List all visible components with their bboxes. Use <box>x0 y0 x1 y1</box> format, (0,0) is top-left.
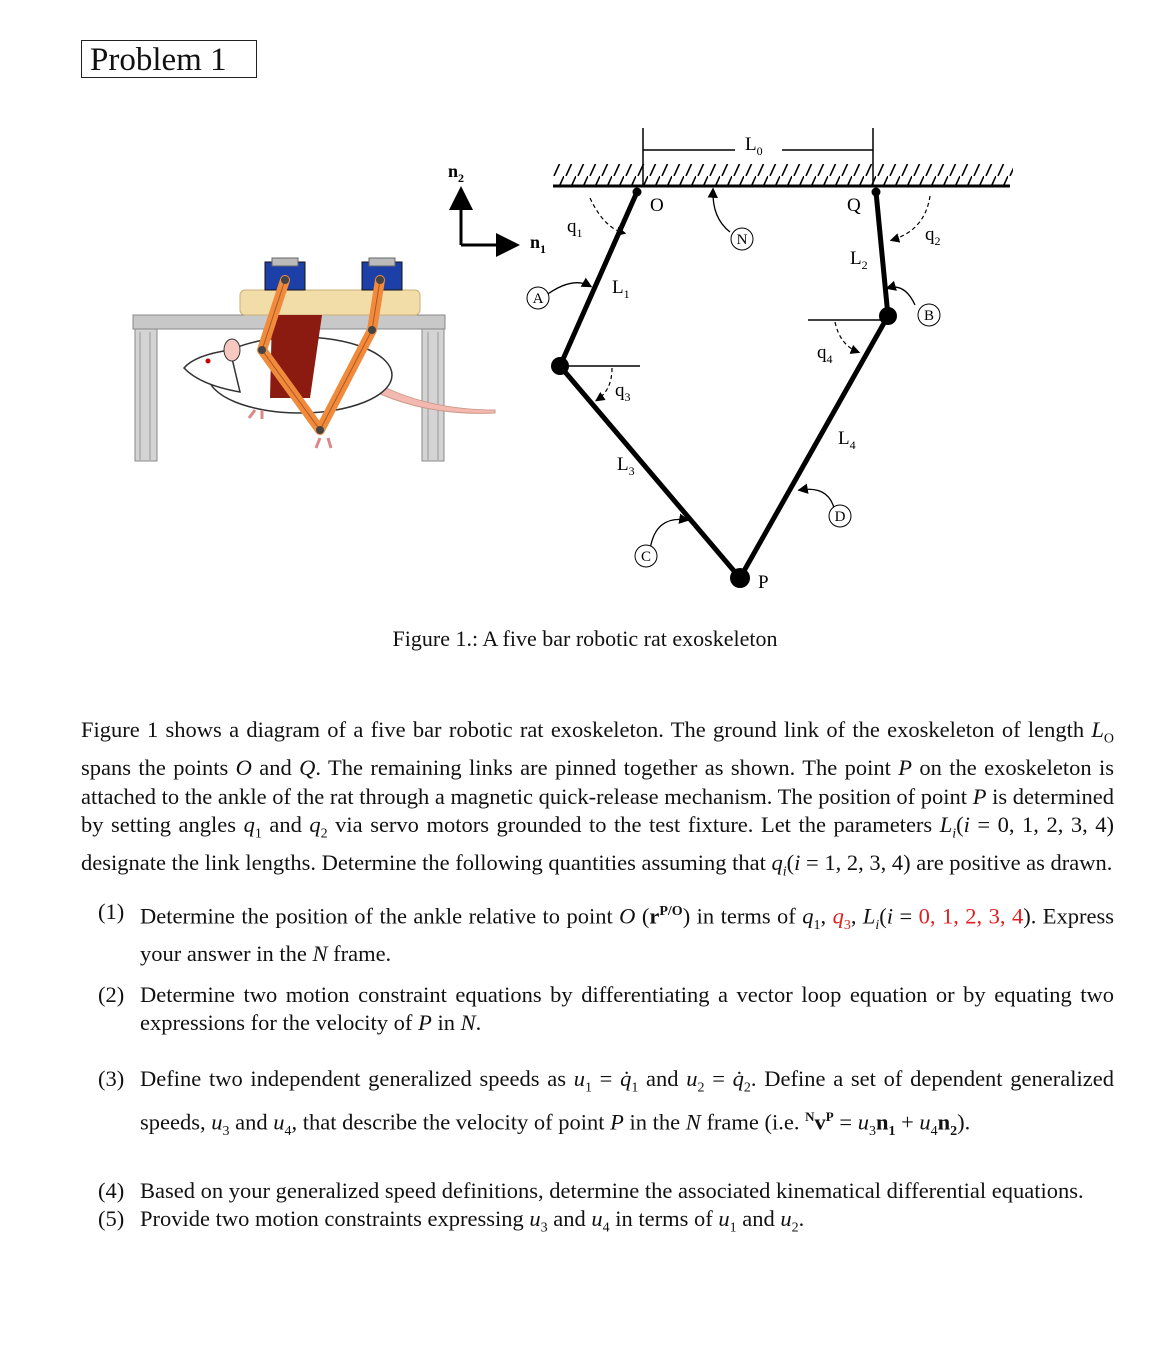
question-list-3 <box>98 1065 1114 1146</box>
label-P: P <box>758 572 769 593</box>
label-B: B <box>923 308 935 324</box>
question-2: (2) Determine two motion constraint equations by differentiating a vector loop equation or by equating two expressions for the velocity of P in N. <box>98 982 1114 1035</box>
link-L4 <box>740 316 888 578</box>
link-L2 <box>876 192 888 316</box>
joint-B <box>879 307 897 325</box>
problem-statement: Figure 1 shows a diagram of a five bar robotic rat exoskeleton. The ground link of the exoskeleton of length $L_O$ spans the points O and Q. The remaining links are pinned together as shown. The point P on the exoskeleton is attached to the ankle of the rat through a magnetic quick-release mechanism. The position of point P is determined by setting angles $q_1$ and $q_2$ via servo motors grounded to the test fixture. Let the parameters $L_i(i = 0$, 1, 2, 3, 4) designate the link lengths. Determine the following quantities assuming that $q_i(i = 1$, 2, 3, 4) are positive as drawn. <box>81 717 1115 880</box>
label-q3: $q_3$ <box>615 380 631 404</box>
label-L2: $L_2$ <box>850 248 868 272</box>
question-3: (3) Define two independent generalized speeds as $u_1$ = $q̇_1$ and $u_2$ = $q̇_2$. Define a set of dependent generalized speeds, $u_3$ and $u_4$, that describe the velocity of point P in the N frame (i.e. $^Nv^P = u_3n_1 + u_4n_2$). <box>98 1066 1114 1139</box>
label-q1: $q_1$ <box>567 216 583 240</box>
label-L1: $L_1$ <box>612 277 630 301</box>
question-4: (4) Based on your generalized speed definitions, determine the associated kinematical differential equations. <box>98 1178 1084 1203</box>
axis-n2-label: $n_2$ <box>448 161 465 185</box>
pin-Q <box>872 188 881 197</box>
question-list-1 <box>98 898 1114 968</box>
five-bar-figure <box>0 0 1170 660</box>
axis-n1-label: $n_1$ <box>530 232 547 256</box>
label-q2: $q_2$ <box>925 224 941 248</box>
label-L4: $L_4$ <box>838 428 856 452</box>
question-list-2 <box>98 981 1114 1037</box>
label-C: C <box>640 549 652 565</box>
label-L0: $L_0$ <box>745 134 763 158</box>
label-Q: Q <box>847 195 861 216</box>
table-leg-left <box>135 329 157 461</box>
question-1: (1) Determine the position of the ankle relative to point O $(r^{P/O})$ in terms of $q_1$, $q_3$, $L_i(i = 0$, 1, 2, 3, 4). Express your answer in the N frame. <box>98 899 1115 966</box>
label-O: O <box>650 195 664 216</box>
label-N: N <box>736 232 748 248</box>
problem-title: Problem 1 <box>90 42 227 78</box>
question-list-4 <box>98 1177 1114 1243</box>
label-q4: $q_4$ <box>817 342 833 366</box>
ground <box>553 128 1013 186</box>
frame-axes <box>448 161 546 256</box>
label-A: A <box>532 291 544 307</box>
five-bar-links <box>551 188 897 589</box>
figure-caption: Figure 1.: A five bar robotic rat exoskeleton <box>392 626 778 651</box>
rat-illustration <box>133 258 495 461</box>
label-L3: $L_3$ <box>617 454 635 478</box>
beige-plate <box>240 290 420 315</box>
table-leg-right <box>422 329 444 461</box>
pin-O <box>633 188 642 197</box>
question-5: (5) Provide two motion constraints expressing $u_3$ and $u_4$ in terms of $u_1$ and $u_2$. <box>98 1206 805 1236</box>
joint-P <box>730 568 750 588</box>
label-D: D <box>834 509 846 525</box>
